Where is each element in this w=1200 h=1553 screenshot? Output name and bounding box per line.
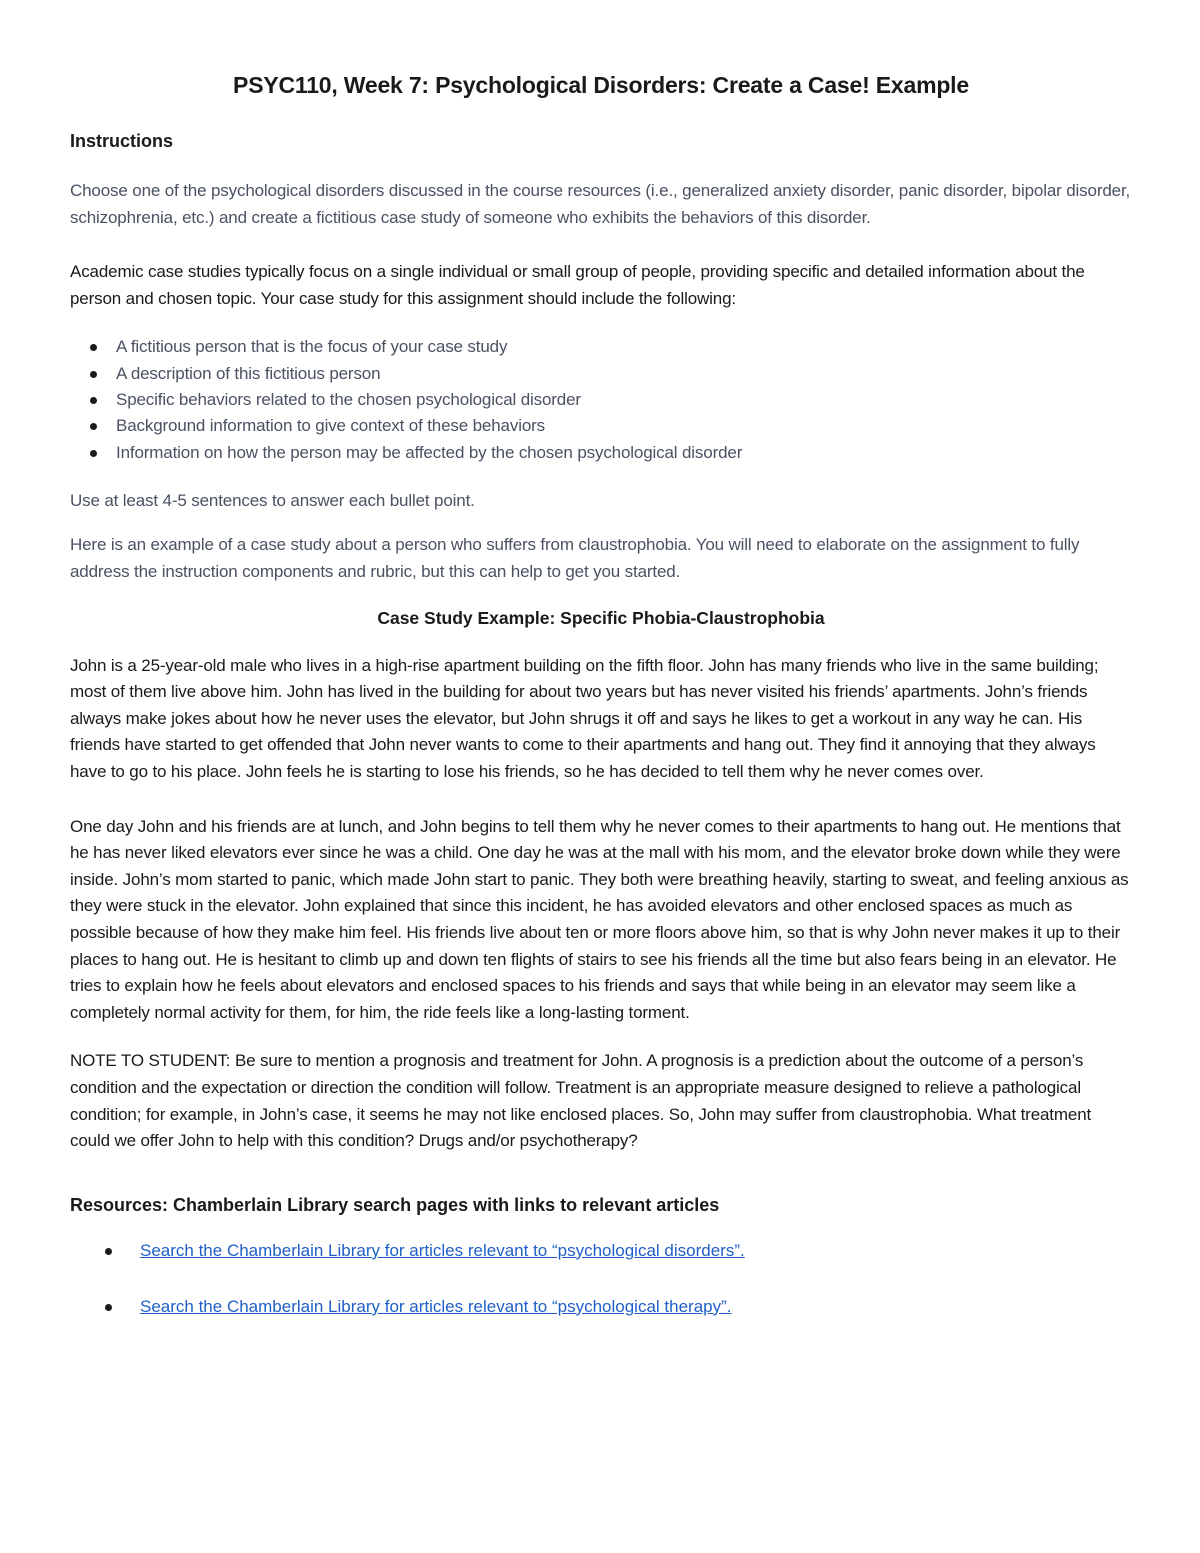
list-item-text: A fictitious person that is the focus of your case study bbox=[116, 337, 508, 357]
bullet-icon bbox=[105, 1248, 112, 1255]
bullet-icon bbox=[90, 423, 97, 430]
student-note: NOTE TO STUDENT: Be sure to mention a prognosis and treatment for John. A prognosis is a prediction about the outcome of a person’s condition and the expectation or direction the condition will follow. Treatment is an appropriate measure designed to relieve a pathological condition; for example, in John’s case, it seems he may not like enclosed places. So, John may suffer from claustrophobia. What treatment could we offer John to help with this condition? Drugs and/or psychotherapy? bbox=[70, 1051, 1092, 1151]
list-item-text: Specific behaviors related to the chosen psychological disorder bbox=[116, 389, 581, 409]
list-item bbox=[116, 361, 1132, 387]
library-link-psychological-therapy[interactable]: Search the Chamberlain Library for articles relevant to “psychological therapy”. bbox=[140, 1296, 732, 1316]
list-item bbox=[140, 1294, 1132, 1320]
requirements-list bbox=[70, 334, 1132, 465]
academic-paragraph: Academic case studies typically focus on a single individual or small group of people, providing specific and detailed information about the person and chosen topic. Your case study for this assignment should include the following: bbox=[70, 262, 1085, 308]
list-item bbox=[140, 1238, 1132, 1264]
list-item-text: Information on how the person may be affected by the chosen psychological disorder bbox=[116, 442, 743, 462]
intro-paragraph: Choose one of the psychological disorders discussed in the course resources (i.e., generalized anxiety disorder, panic disorder, bipolar disorder, schizophrenia, etc.) and create a fictitious case study of someone who exhibits the behaviors of this disorder. bbox=[70, 181, 1131, 227]
bullet-icon bbox=[90, 397, 97, 404]
list-item-text: A description of this fictitious person bbox=[116, 363, 381, 383]
case-paragraph-1: John is a 25-year-old male who lives in a high-rise apartment building on the fifth floor. John has many friends who live in the same building; most of them live above him. John has lived in the building for about two years but has never visited his friends’ apartments. John’s friends always make jokes about how he never uses the elevator, but John shrugs it off and says he likes to get a workout in any way he can. His friends have started to get offended that John never wants to come to their apartments and hang out. They find it annoying that they always have to go to his place. John feels he is starting to lose his friends, so he has decided to tell them why he never comes over. bbox=[70, 655, 1099, 782]
bullet-icon bbox=[105, 1304, 112, 1311]
example-note: Here is an example of a case study about a person who suffers from claustrophobia. You will need to elaborate on the assignment to fully address the instruction components and rubric, but this can help to get you started. bbox=[70, 535, 1080, 582]
library-link-psychological-disorders[interactable]: Search the Chamberlain Library for articles relevant to “psychological disorders”. bbox=[140, 1240, 745, 1260]
list-item bbox=[116, 334, 1132, 360]
bullet-icon bbox=[90, 371, 97, 378]
sentences-note: Use at least 4-5 sentences to answer each bullet point. bbox=[70, 490, 475, 510]
document-page bbox=[70, 72, 1132, 1350]
bullet-icon bbox=[90, 450, 97, 457]
resource-links-list bbox=[70, 1238, 1132, 1320]
list-item bbox=[116, 387, 1132, 413]
resources-heading: Resources: Chamberlain Library search pages with links to relevant articles bbox=[70, 1194, 720, 1215]
case-study-heading: Case Study Example: Specific Phobia-Claustrophobia bbox=[377, 607, 825, 628]
bullet-icon bbox=[90, 344, 97, 351]
list-item bbox=[116, 413, 1132, 439]
list-item bbox=[116, 440, 1132, 466]
page-title: PSYC110, Week 7: Psychological Disorders: Create a Case! Example bbox=[233, 72, 969, 98]
instructions-heading: Instructions bbox=[70, 131, 174, 151]
case-paragraph-2: One day John and his friends are at lunch, and John begins to tell them why he never comes to their apartments to hang out. He mentions that he has never liked elevators ever since he was a child. One day he was at the mall with his mom, and the elevator broke down while they were inside. John’s mom started to panic, which made John start to panic. They both were breathing heavily, starting to sweat, and feeling anxious as they were stuck in the elevator. John explained that since this incident, he has avoided elevators and other enclosed spaces as much as possible because of how they make him feel. His friends live about ten or more floors above him, so that is why John never makes it up to their places to hang out. He is hesitant to climb up and down ten flights of stairs to see his friends all the time but also fears being in an elevator. He tries to explain how he feels about elevators and enclosed spaces to his friends and says that while being in an elevator may seem like a completely normal activity for them, for him, the ride feels like a long-lasting torment. bbox=[70, 816, 1129, 1022]
list-item-text: Background information to give context of these behaviors bbox=[116, 416, 545, 436]
